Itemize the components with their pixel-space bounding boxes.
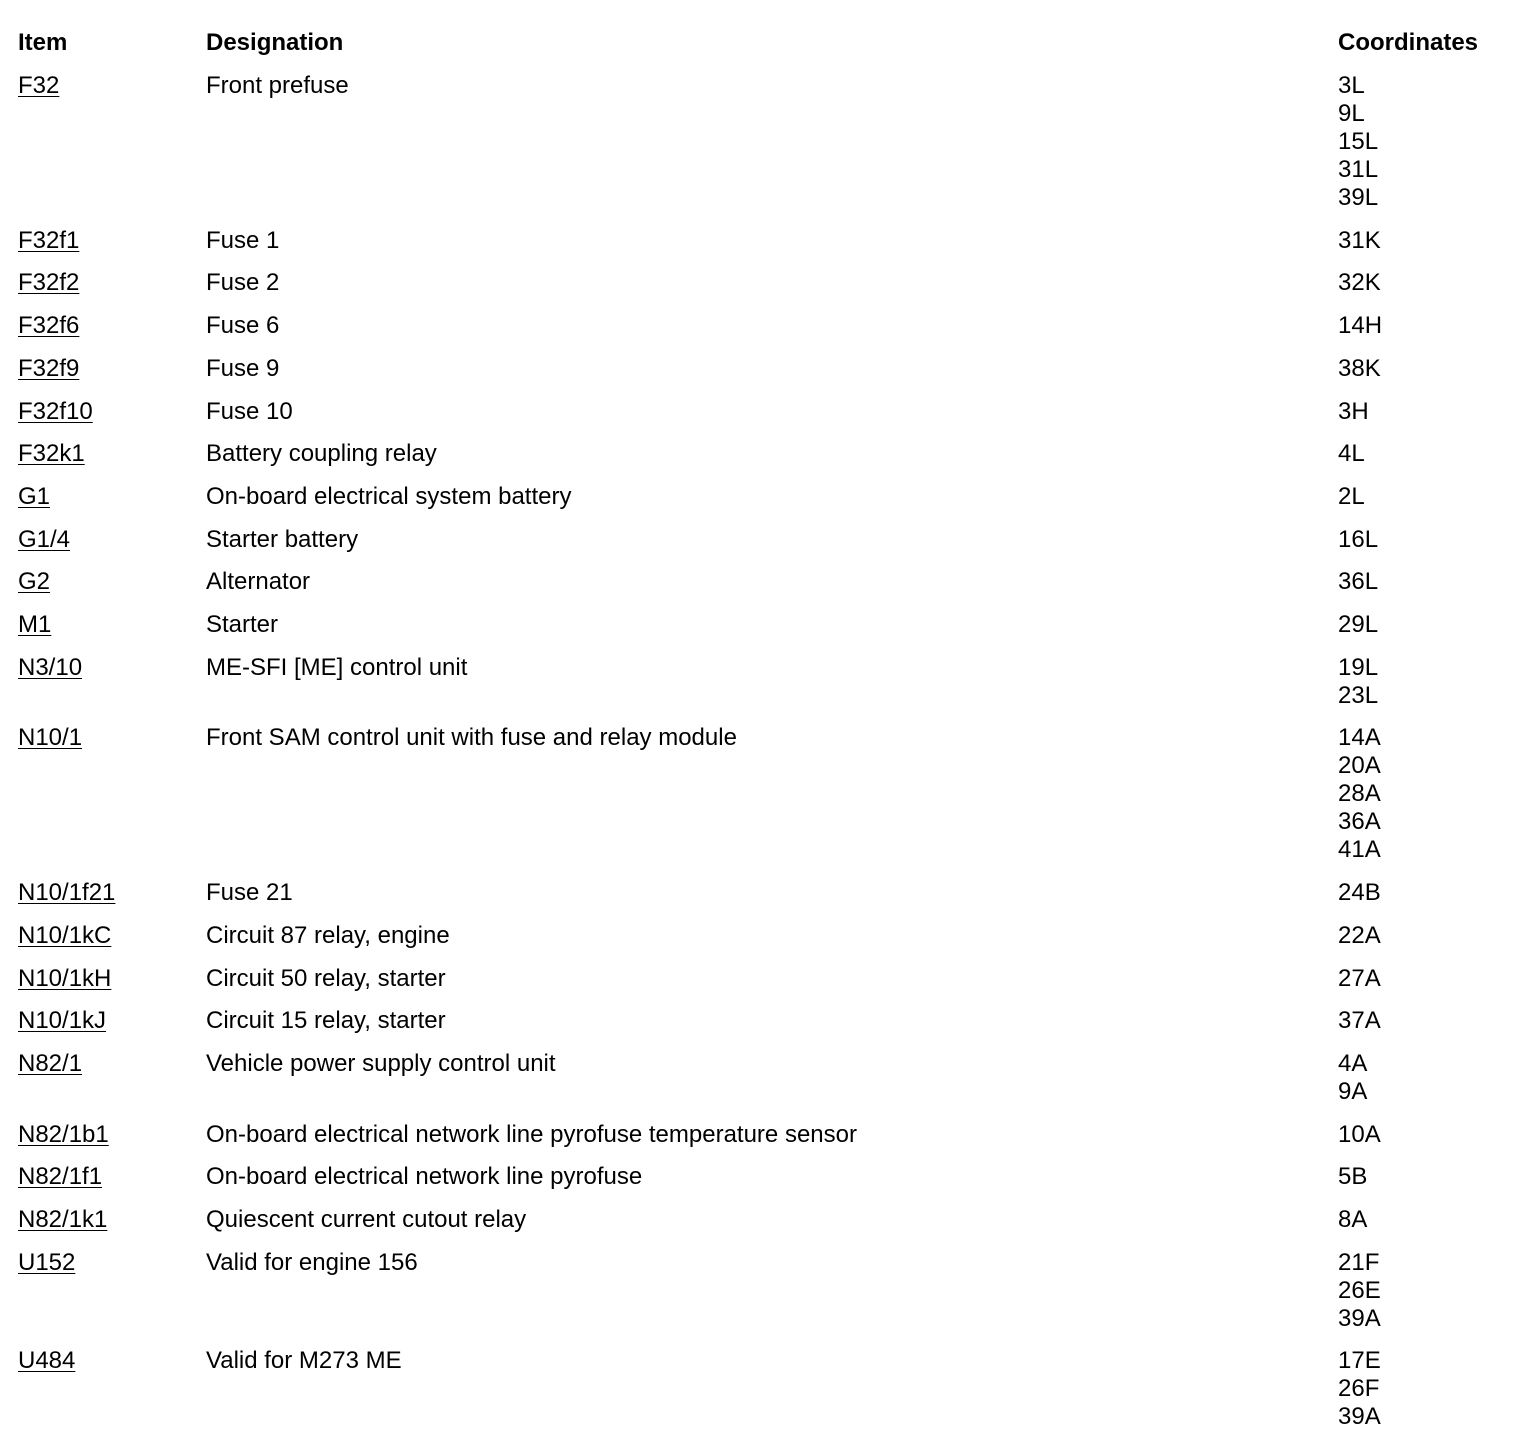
item-link[interactable]: N3/10 bbox=[18, 653, 83, 681]
item-link[interactable]: G1 bbox=[18, 482, 51, 510]
coordinate-value: 3L bbox=[1338, 72, 1365, 99]
coordinate-value: 3H bbox=[1338, 397, 1369, 425]
coordinates-cell bbox=[1338, 312, 1382, 340]
item-link[interactable]: G2 bbox=[18, 568, 51, 596]
coordinates-cell bbox=[1338, 568, 1378, 596]
designation-text: Front SAM control unit with fuse and relay module bbox=[206, 724, 737, 752]
coordinate-value: 21F bbox=[1338, 1248, 1380, 1276]
coordinate-value: 8A bbox=[1338, 1206, 1368, 1233]
designation-text: On-board electrical system battery bbox=[206, 482, 572, 510]
item-link[interactable]: N82/1f1 bbox=[18, 1163, 103, 1191]
coordinate-value: 27A bbox=[1338, 964, 1381, 992]
designation-text: On-board electrical network line pyrofuse temperature sensor bbox=[206, 1120, 857, 1148]
item-link[interactable]: F32f6 bbox=[18, 312, 80, 340]
coordinates-cell bbox=[1338, 355, 1381, 383]
designation-text: Fuse 2 bbox=[206, 269, 280, 297]
item-link[interactable]: U484 bbox=[18, 1347, 76, 1375]
coordinates-cell bbox=[1338, 1007, 1381, 1035]
designation-text: Fuse 9 bbox=[206, 354, 280, 382]
item-link[interactable]: F32f9 bbox=[18, 354, 80, 382]
coordinate-value: 5B bbox=[1338, 1163, 1368, 1191]
designation-text: Fuse 1 bbox=[206, 226, 280, 254]
coordinate-value: 28A bbox=[1338, 780, 1381, 808]
coordinates-cell bbox=[1338, 1206, 1367, 1234]
designation-text: Starter bbox=[206, 611, 279, 638]
coordinate-value: 32K bbox=[1338, 269, 1381, 297]
designation-text: ME-SFI [ME] control unit bbox=[206, 653, 468, 681]
coordinates-cell bbox=[1338, 440, 1365, 468]
item-link[interactable]: N82/1k1 bbox=[18, 1206, 108, 1233]
designation-text: Fuse 10 bbox=[206, 397, 293, 425]
designation-text: Circuit 50 relay, starter bbox=[206, 964, 446, 992]
item-link[interactable]: F32 bbox=[18, 72, 60, 99]
designation-text: Front prefuse bbox=[206, 72, 349, 99]
coordinate-value: 36A bbox=[1338, 808, 1381, 836]
coordinate-value: 36L bbox=[1338, 568, 1379, 596]
coordinates-cell bbox=[1338, 269, 1381, 297]
coordinates-cell bbox=[1338, 483, 1365, 511]
coordinate-value: 41A bbox=[1338, 836, 1381, 864]
header-item: Item bbox=[18, 29, 68, 56]
coordinates-cell bbox=[1338, 654, 1378, 710]
coordinates-cell bbox=[1338, 724, 1381, 864]
item-link[interactable]: F32f1 bbox=[18, 226, 80, 254]
coordinate-value: 26F bbox=[1338, 1375, 1380, 1403]
coordinates-cell bbox=[1338, 398, 1369, 426]
item-link[interactable]: U152 bbox=[18, 1248, 76, 1276]
item-link[interactable]: N10/1 bbox=[18, 724, 83, 752]
coordinates-cell bbox=[1338, 1121, 1381, 1149]
coordinate-value: 38K bbox=[1338, 354, 1381, 382]
item-link[interactable]: F32f2 bbox=[18, 269, 80, 297]
coordinates-cell bbox=[1338, 1347, 1381, 1431]
designation-text: Valid for M273 ME bbox=[206, 1347, 402, 1375]
designation-text: Alternator bbox=[206, 568, 311, 596]
item-link[interactable]: N10/1f21 bbox=[18, 879, 116, 907]
designation-text: On-board electrical network line pyrofuse bbox=[206, 1163, 643, 1191]
item-link[interactable]: N82/1b1 bbox=[18, 1120, 109, 1148]
item-link[interactable]: M1 bbox=[18, 611, 52, 638]
coordinates-cell bbox=[1338, 227, 1381, 255]
coordinate-value: 19L bbox=[1338, 653, 1379, 681]
designation-text: Vehicle power supply control unit bbox=[206, 1049, 556, 1077]
coordinate-value: 22A bbox=[1338, 921, 1381, 949]
coordinate-value: 31K bbox=[1338, 226, 1381, 254]
designation-text: Quiescent current cutout relay bbox=[206, 1206, 527, 1233]
designation-text: Fuse 6 bbox=[206, 312, 280, 340]
coordinates-cell bbox=[1338, 1050, 1367, 1106]
coordinate-value: 26E bbox=[1338, 1276, 1381, 1304]
item-link[interactable]: N82/1 bbox=[18, 1049, 83, 1077]
designation-text: Fuse 21 bbox=[206, 879, 293, 907]
coordinate-value: 24B bbox=[1338, 879, 1381, 907]
coordinates-cell bbox=[1338, 879, 1381, 907]
item-link[interactable]: F32f10 bbox=[18, 397, 93, 425]
coordinate-value: 29L bbox=[1338, 611, 1379, 638]
coordinate-value: 15L bbox=[1338, 128, 1379, 155]
coordinates-cell bbox=[1338, 1249, 1381, 1333]
coordinate-value: 4A bbox=[1338, 1049, 1368, 1077]
coordinate-value: 10A bbox=[1338, 1120, 1381, 1148]
coordinate-value: 14A bbox=[1338, 724, 1381, 752]
item-link[interactable]: N10/1kC bbox=[18, 921, 112, 949]
coordinates-cell bbox=[1338, 526, 1378, 554]
item-link[interactable]: G1/4 bbox=[18, 525, 71, 553]
designation-text: Valid for engine 156 bbox=[206, 1248, 418, 1276]
coordinate-value: 23L bbox=[1338, 681, 1379, 709]
coordinates-cell bbox=[1338, 1163, 1367, 1191]
coordinates-cell bbox=[1338, 611, 1378, 639]
coordinate-value: 16L bbox=[1338, 525, 1379, 553]
coordinate-value: 4L bbox=[1338, 440, 1365, 468]
item-link[interactable]: N10/1kH bbox=[18, 964, 112, 992]
coordinate-value: 39A bbox=[1338, 1403, 1381, 1431]
coordinate-value: 37A bbox=[1338, 1007, 1381, 1035]
header-designation: Designation bbox=[206, 29, 344, 56]
item-link[interactable]: N10/1kJ bbox=[18, 1007, 107, 1035]
coordinate-value: 9L bbox=[1338, 100, 1365, 127]
coordinate-value: 39L bbox=[1338, 184, 1379, 211]
coordinates-cell bbox=[1338, 922, 1381, 950]
designation-text: Circuit 87 relay, engine bbox=[206, 921, 450, 949]
coordinates-cell bbox=[1338, 72, 1378, 212]
coordinate-value: 2L bbox=[1338, 482, 1365, 510]
coordinate-value: 9A bbox=[1338, 1077, 1368, 1105]
item-link[interactable]: F32k1 bbox=[18, 440, 85, 468]
coordinate-value: 17E bbox=[1338, 1347, 1381, 1375]
designation-text: Starter battery bbox=[206, 525, 359, 553]
coordinate-value: 31L bbox=[1338, 156, 1379, 183]
coordinates-cell bbox=[1338, 965, 1381, 993]
designation-text: Battery coupling relay bbox=[206, 440, 437, 468]
coordinate-value: 39A bbox=[1338, 1304, 1381, 1332]
designation-text: Circuit 15 relay, starter bbox=[206, 1007, 446, 1035]
header-coordinates: Coordinates bbox=[1338, 29, 1479, 56]
coordinate-value: 14H bbox=[1338, 312, 1383, 340]
coordinate-value: 20A bbox=[1338, 752, 1381, 780]
